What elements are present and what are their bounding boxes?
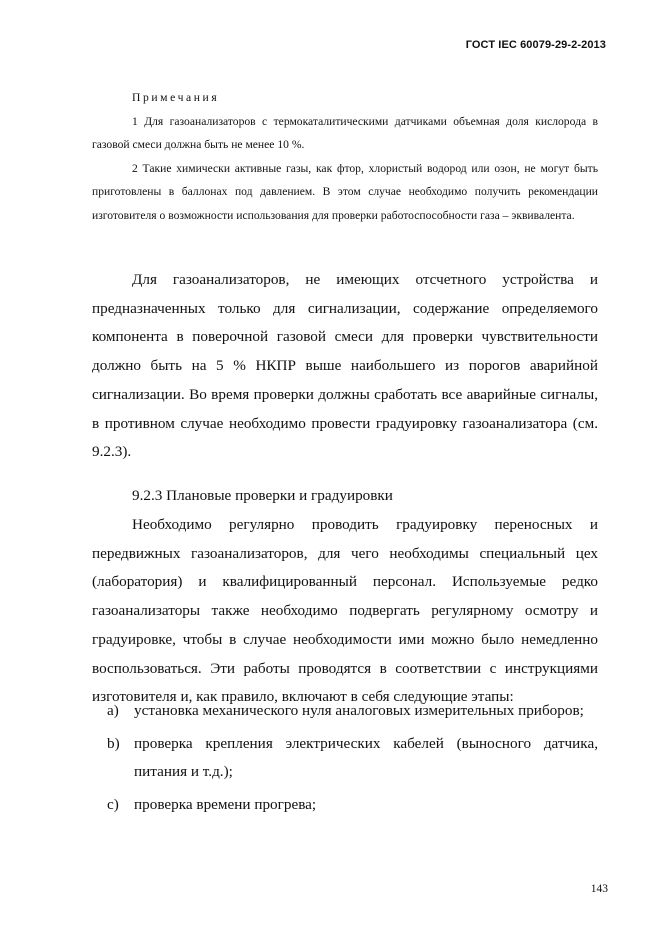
list-item-text: установка механического нуля аналоговых измерительных приборов; [134, 702, 584, 719]
list-item [107, 697, 598, 726]
list-marker: b) [107, 734, 120, 752]
list-item-text: проверка крепления электрических кабелей (выносного датчика, питания и т.д.); [134, 734, 598, 781]
list-item [107, 791, 598, 820]
body-text-2 [92, 511, 598, 712]
notes-title: Примечания [132, 91, 220, 104]
page-number: 143 [590, 883, 608, 895]
list-item [107, 730, 598, 787]
document-header: ГОСТ IEC 60079-29-2-2013 [465, 39, 606, 51]
note-item: 2 Такие химически активные газы, как фтор, хлористый водород или озон, не могут быть приготовлены в баллонах под давлением. В этом случае необходимо получить рекомендации изготовителя о возможности использования для проверки работоспособности газа – эквивалента. [92, 161, 598, 222]
notes-block [92, 86, 598, 228]
list-marker: a) [107, 702, 119, 719]
note-item: 1 Для газоанализаторов с термокаталитическими датчиками объемная доля кислорода в газовой смеси должна быть не менее 10 %. [92, 114, 598, 152]
section-heading: 9.2.3 Плановые проверки и градуировки [132, 487, 393, 504]
steps-list [107, 697, 598, 824]
body-text-1 [92, 266, 598, 467]
paragraph: Необходимо регулярно проводить градуировку переносных и передвижных газоанализаторов, для чего необходимы специальный цех (лаборатория) и квалифицированный персонал. Используемые редко газоанализаторы также необходимо подвергать регулярному осмотру и градуировке, чтобы в случае необходимости ими можно было немедленно воспользоваться. Эти работы проводятся в соответствии с инструкциями изготовителя и, как правило, включают в себя следующие этапы: [92, 516, 598, 706]
paragraph: Для газоанализаторов, не имеющих отсчетного устройства и предназначенных только для сигнализации, содержание определяемого компонента в поверочной газовой смеси для проверки чувствительности должно быть на 5 % НКПР выше наибольшего из порогов аварийной сигнализации. Во время проверки должны сработать все аварийные сигналы, в противном случае необходимо провести градуировку газоанализатора (см. 9.2.3). [92, 271, 598, 461]
list-item-text: проверка времени прогрева; [134, 796, 317, 814]
list-marker: c) [107, 796, 119, 814]
